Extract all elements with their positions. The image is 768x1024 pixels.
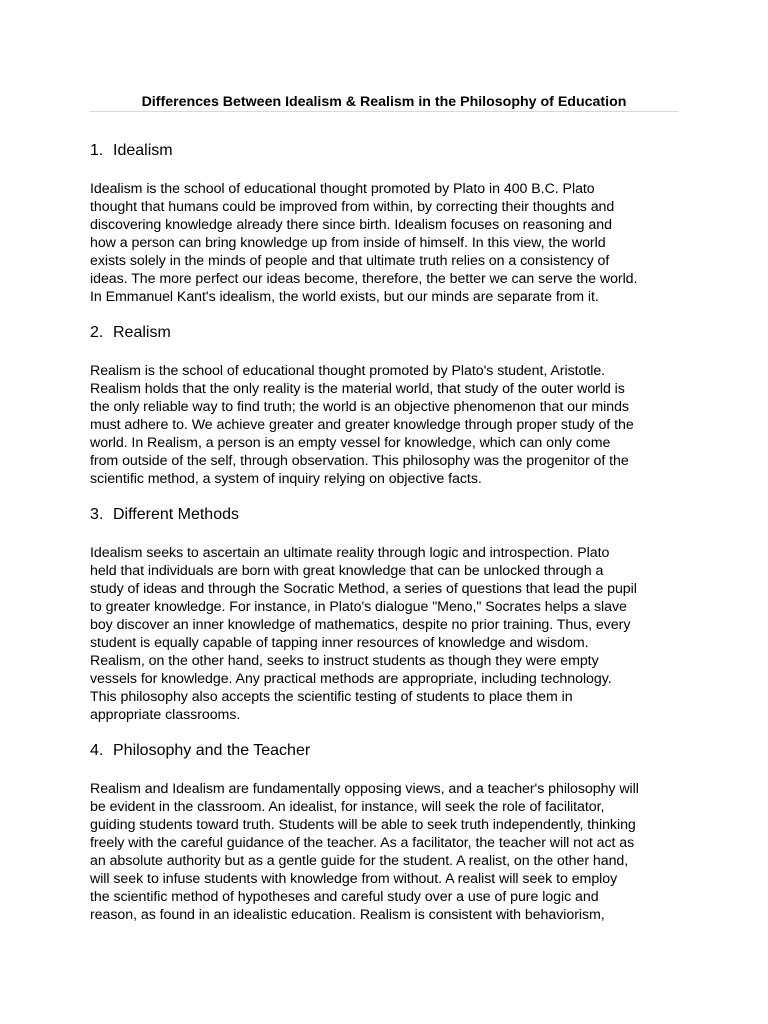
section-realism [90, 323, 680, 488]
paragraph-line: exists solely in the minds of people and that ultimate truth relies on a consistency of [90, 253, 610, 269]
section-paragraph [90, 180, 680, 306]
paragraph-line: discovering knowledge already there since birth. Idealism focuses on reasoning and [90, 217, 612, 233]
paragraph-line: how a person can bring knowledge up from inside of himself. In this view, the world [90, 235, 606, 251]
section-heading [90, 741, 680, 761]
paragraph-line: Realism, on the other hand, seeks to instruct students as though they were empty [90, 653, 599, 669]
section-paragraph [90, 544, 680, 724]
paragraph-line: will seek to infuse students with knowledge from without. A realist will seek to employ [90, 871, 618, 887]
paragraph-line: Realism holds that the only reality is the material world, that study of the outer world is [90, 381, 625, 397]
section-number: 2. [90, 324, 104, 341]
paragraph-line: must adhere to. We achieve greater and greater knowledge through proper study of the [90, 417, 634, 433]
paragraph-line: freely with the careful guidance of the teacher. As a facilitator, the teacher will not act as [90, 835, 635, 851]
section-heading [90, 141, 680, 161]
paragraph-line: student is equally capable of tapping inner resources of knowledge and wisdom. [90, 635, 589, 651]
section-idealism [90, 141, 680, 306]
title-divider [90, 111, 678, 112]
paragraph-line: In Emmanuel Kant's idealism, the world exists, but our minds are separate from it. [90, 289, 599, 305]
paragraph-line: Idealism is the school of educational thought promoted by Plato in 400 B.C. Plato [90, 181, 595, 197]
section-paragraph [90, 780, 680, 924]
section-heading-text: Philosophy and the Teacher [113, 742, 311, 759]
paragraph-line: be evident in the classroom. An idealist, for instance, will seek the role of facilitator, [90, 799, 605, 815]
paragraph-line: thought that humans could be improved from within, by correcting their thoughts and [90, 199, 615, 215]
paragraph-line: to greater knowledge. For instance, in Plato's dialogue "Meno," Socrates helps a slave [90, 599, 627, 615]
paragraph-line: vessels for knowledge. Any practical methods are appropriate, including technology. [90, 671, 612, 687]
paragraph-line: scientific method, a system of inquiry relying on objective facts. [90, 471, 482, 487]
paragraph-line: held that individuals are born with great knowledge that can be unlocked through a [90, 563, 604, 579]
paragraph-line: reason, as found in an idealistic education. Realism is consistent with behaviorism, [90, 907, 605, 923]
section-heading-text: Idealism [113, 142, 173, 159]
paragraph-line: the only reliable way to find truth; the world is an objective phenomenon that our minds [90, 399, 629, 415]
paragraph-line: appropriate classrooms. [90, 707, 241, 723]
paragraph-line: an absolute authority but as a gentle guide for the student. A realist, on the other hand, [90, 853, 629, 869]
section-number: 4. [90, 742, 104, 759]
document-title: Differences Between Idealism & Realism in the Philosophy of Education [141, 94, 627, 110]
section-philosophy-and-teacher [90, 741, 680, 924]
section-number: 3. [90, 506, 104, 523]
paragraph-line: Idealism seeks to ascertain an ultimate reality through logic and introspection. Plato [90, 545, 610, 561]
section-different-methods [90, 505, 680, 724]
paragraph-line: world. In Realism, a person is an empty vessel for knowledge, which can only come [90, 435, 611, 451]
paragraph-line: This philosophy also accepts the scientific testing of students to place them in [90, 689, 573, 705]
paragraph-line: Realism and Idealism are fundamentally opposing views, and a teacher's philosophy will [90, 781, 639, 797]
paragraph-line: the scientific method of hypotheses and careful study over a use of pure logic and [90, 889, 599, 905]
section-heading-text: Realism [113, 324, 171, 341]
paragraph-line: ideas. The more perfect our ideas become, therefore, the better we can serve the world. [90, 271, 638, 287]
paragraph-line: study of ideas and through the Socratic Method, a series of questions that lead the pupil [90, 581, 637, 597]
section-heading-text: Different Methods [113, 506, 239, 523]
section-heading [90, 323, 680, 343]
section-paragraph [90, 362, 680, 488]
section-heading [90, 505, 680, 525]
section-number: 1. [90, 142, 104, 159]
paragraph-line: Realism is the school of educational thought promoted by Plato's student, Aristotle. [90, 363, 606, 379]
paragraph-line: from outside of the self, through observation. This philosophy was the progenitor of the [90, 453, 629, 469]
paragraph-line: guiding students toward truth. Students will be able to seek truth independently, thinking [90, 817, 636, 833]
paragraph-line: boy discover an inner knowledge of mathematics, despite no prior training. Thus, every [90, 617, 631, 633]
